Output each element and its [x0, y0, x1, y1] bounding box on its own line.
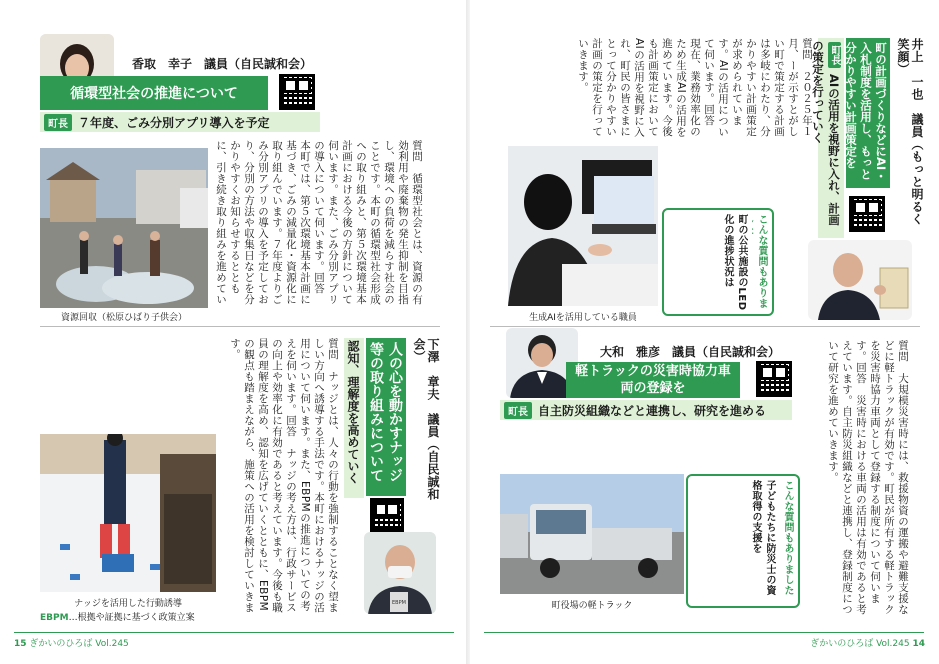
article-body-top	[322, 40, 432, 140]
answer-tag: 町長	[828, 42, 841, 68]
photo-image	[508, 146, 658, 306]
page-number: 14	[912, 639, 925, 649]
article-body: 質問 大規模災害時には、救援物資の運搬や避難支援などに軽トラックが有効です。町民が所有する軽トラックを災害時協力車両として登録する制度について伺います。回答 災害時における車両の活用は有効であると考えています。自主防災組織などと連携し、登録制度について研究を進めていきます。	[827, 340, 909, 615]
callout-text: 子どもたちに防災士の資格取得の支援を	[750, 480, 775, 596]
member-name: 大和 雅彦 議員（自民誠和会）	[600, 345, 781, 359]
qr-code	[279, 74, 315, 110]
footer-rule	[14, 632, 454, 633]
other-question-callout	[662, 208, 774, 316]
callout-label: こんな質問もありま	[756, 214, 767, 309]
article-title: 軽トラックの災害時協力車両の登録を	[566, 362, 740, 398]
article-body: 質問 ２０２５年１月、ーが示すとがしい町で策定する計画は多岐にわたり、分かりやすい計画策定が求められています。AIの活用について伺います。回答 現在、業務効率化のため生成AIの活用を進めています。今後も計画策定においてAIの活用を視野に入れ、町民の皆さまにとって分かりやすい計画の策定を行っていきます。	[577, 38, 813, 138]
footnote-tag: EBPM	[40, 613, 69, 623]
article-body: 質問 ナッジとは、人々の行動を強制することなく望ましい方向へ誘導する手法です。本町におけるナッジの活用について伺います。また、EBPMの推進についての考えを伺います。回答 ナッジの考え方は、行政サービスの向上や効率化に有効であると考えています。今後も職員の理解度を高め、認知を広げていくとともに、EBPMの観点も踏まえながら、施策への活用を検討していきます。	[229, 338, 339, 613]
other-question-callout	[686, 474, 800, 608]
nudge-floor-photo	[40, 434, 216, 592]
article-body: 質問 循環型社会とは、資源の有効利用や廃棄物の発生抑制を目指し、環境への負荷を減らす社会のことです。本町の循環型社会形成への取り組みと、第５次環境基本計画における今後の方針について伺います。また、ごみ分別アプリの導入について伺います。回答 本町では、第５次環境基本計画に基づき、ごみの減量化・資源化に取り組んでいます。７年度よりごみ分別アプリの導入を予定しており、分別の方法や収集日などを分かりやすくお知らせするとともに、引き続き取り組みを進めてい	[215, 140, 423, 305]
footer-text: ぎかいのひろば Vol.245	[29, 639, 129, 649]
photo-image	[40, 148, 208, 308]
member-photo-inoue	[808, 240, 912, 320]
photo-caption: 資源回収（松原ひばり子供会）	[60, 313, 187, 323]
page-15	[0, 0, 466, 664]
photo-caption: 生成AIを活用している職員	[529, 313, 637, 323]
photo-image	[500, 474, 684, 594]
page-14	[470, 0, 939, 664]
article-body-col	[80, 338, 220, 430]
kei-truck-photo	[500, 474, 684, 594]
ai-office-photo	[508, 146, 658, 306]
svg-text:EBPM: EBPM	[392, 600, 406, 606]
photo-caption: ナッジを活用した行動誘導	[74, 599, 182, 609]
person-portrait-icon	[808, 240, 912, 320]
member-photo-shimozawa	[364, 532, 436, 614]
member-name-vertical: 井上 一也 議員（もっと明るく笑顔）	[896, 38, 924, 226]
footer-rule	[484, 632, 924, 633]
footer-text: ぎかいのひろば Vol.245	[810, 639, 910, 649]
callout-text: 町の公共施設のLED化の進捗状況は	[722, 214, 747, 311]
page-footer	[14, 636, 129, 656]
qr-code	[849, 196, 885, 232]
section-divider	[490, 326, 920, 327]
qr-code	[370, 498, 404, 532]
answer-headline: 自主防災組織などと連携し、研究を進める	[538, 403, 767, 418]
section-divider	[40, 326, 440, 327]
footnote-text: …根拠や証拠に基づく政策立案	[68, 613, 195, 623]
answer-headline-bar	[40, 112, 320, 132]
member-name: 香取 幸子 議員（自民誠和会）	[132, 57, 313, 71]
article-title: 町の計画づくりなどにAI・入札制度を活用し、もっと分かりやすい計画策定を	[846, 38, 890, 188]
article-title: 循環型社会の推進について	[40, 76, 268, 110]
answer-tag: 町長	[504, 402, 532, 419]
page-number: 15	[14, 639, 27, 649]
answer-headline-bar	[500, 400, 792, 420]
answer-headline-vertical	[811, 38, 844, 238]
person-portrait-icon	[364, 532, 436, 614]
page-footer	[810, 636, 925, 656]
article-title: 人の心を動かすナッジ等の取り組みについて	[366, 338, 406, 496]
qr-code	[756, 361, 792, 397]
photo-image	[40, 434, 216, 592]
article-body-col	[510, 424, 790, 472]
answer-headline: ７年度、ごみ分別アプリ導入を予定	[78, 115, 270, 130]
answer-headline: AIの活用を視野に入れ、計画の策定を行っていく	[811, 40, 841, 226]
callout-label: こんな質問もありました	[782, 480, 793, 596]
footnote	[40, 610, 195, 623]
article-subtitle: 認知、理解度を高めていく	[344, 338, 364, 498]
photo-caption: 町役場の軽トラック	[551, 601, 633, 611]
recycling-photo	[40, 148, 208, 308]
member-name-vertical: 下澤 章夫 議員（自民誠和会）	[412, 338, 440, 501]
answer-tag: 町長	[44, 114, 72, 131]
